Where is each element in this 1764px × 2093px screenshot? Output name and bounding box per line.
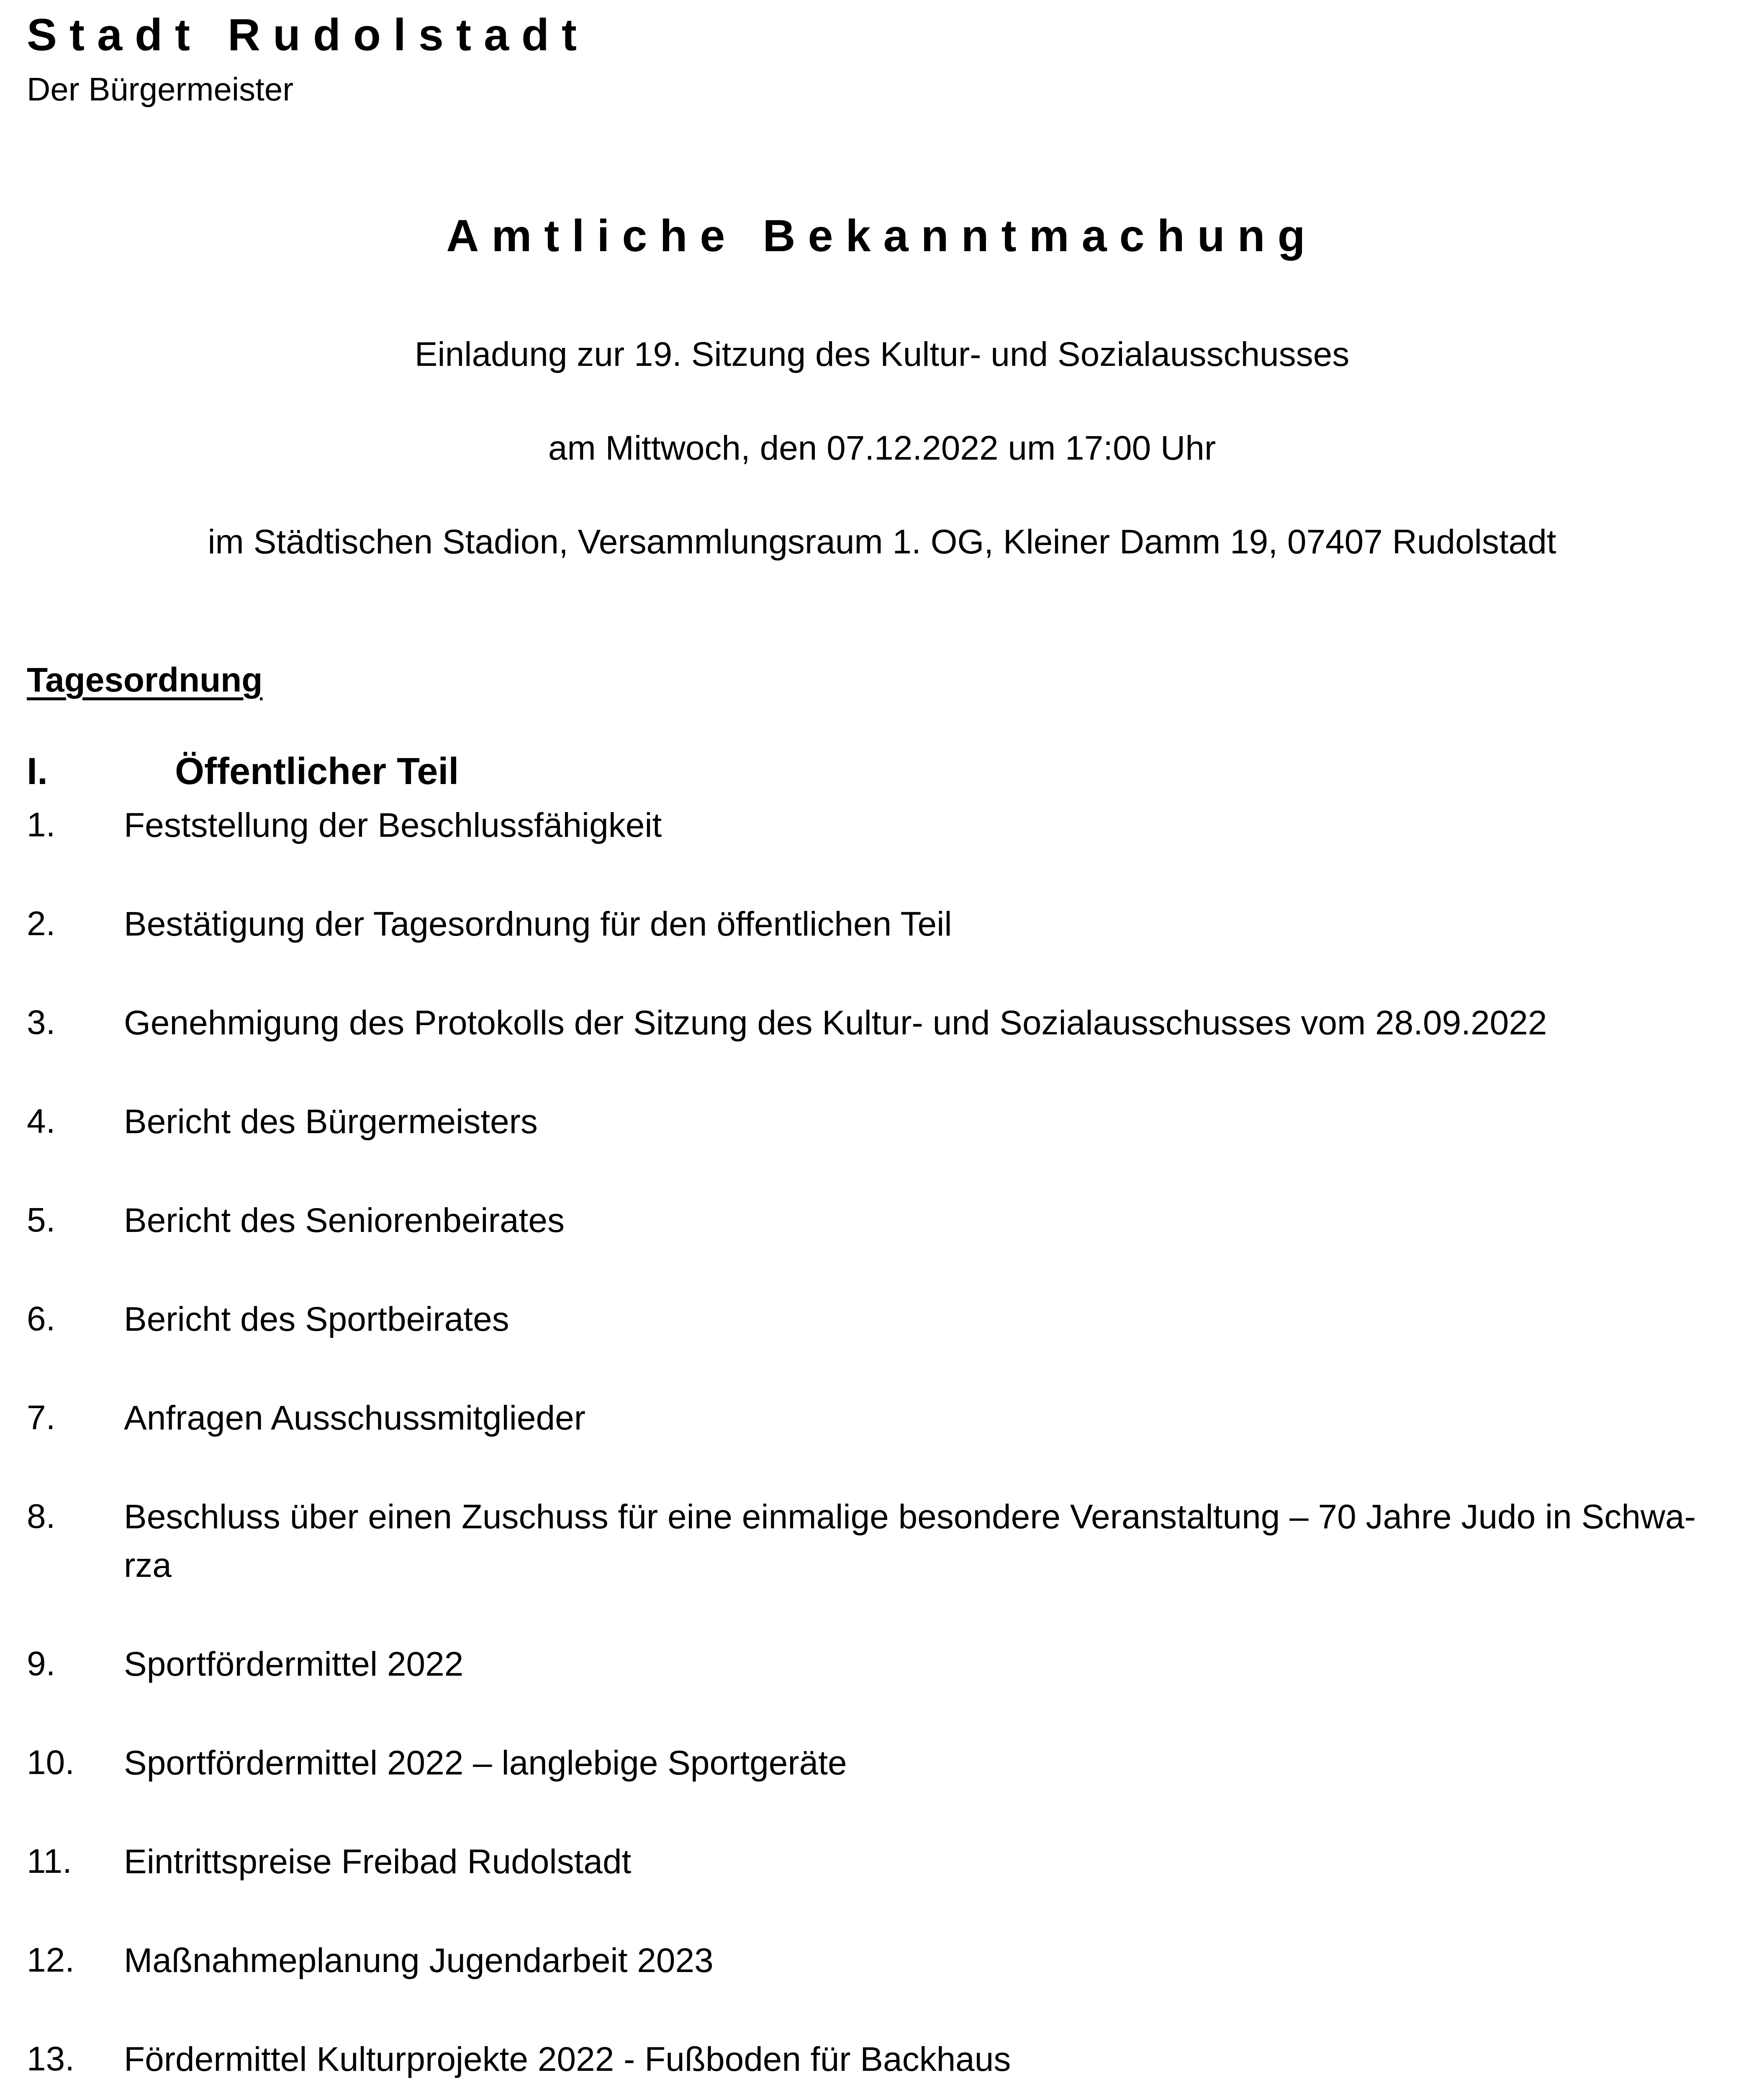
agenda-item-text: Sportfördermittel 2022 bbox=[124, 1645, 464, 1683]
agenda-item-text: Anfragen Ausschussmitglieder bbox=[124, 1399, 586, 1437]
agenda-item-number: 11. bbox=[27, 1842, 72, 1880]
agenda-item-number: 2. bbox=[27, 905, 56, 943]
agenda-item-text: Fördermittel Kulturprojekte 2022 - Fußboden für Backhaus bbox=[124, 2040, 1011, 2078]
public-section-number: I. bbox=[27, 751, 48, 792]
agenda-item-text: Bericht des Seniorenbeirates bbox=[124, 1201, 565, 1239]
meeting-location: im Städtischen Stadion, Versammlungsraum 1. OG, Kleiner Damm 19, 07407 Rudolstadt bbox=[208, 523, 1556, 561]
public-section-label: Öffentlicher Teil bbox=[175, 751, 459, 792]
agenda-item-number: 3. bbox=[27, 1003, 56, 1041]
agenda-heading: Tagesordnung bbox=[27, 661, 263, 699]
notice-title: Amtliche Bekanntmachung bbox=[446, 210, 1318, 261]
agenda-item-number: 5. bbox=[27, 1201, 56, 1239]
agenda-item-number: 10. bbox=[27, 1743, 74, 1782]
agenda-item-number: 4. bbox=[27, 1102, 56, 1140]
agenda-item-number: 7. bbox=[27, 1399, 56, 1437]
agenda-item-text: Sportfördermittel 2022 – langlebige Sportgeräte bbox=[124, 1744, 847, 1782]
agenda-item-text: Bericht des Sportbeirates bbox=[124, 1300, 509, 1338]
meeting-date: am Mittwoch, den 07.12.2022 um 17:00 Uhr bbox=[548, 429, 1216, 467]
agenda-item-text: Bestätigung der Tagesordnung für den öffentlichen Teil bbox=[124, 905, 952, 943]
city-name: Stadt Rudolstadt bbox=[27, 9, 589, 60]
agenda-item-text: Bericht des Bürgermeisters bbox=[124, 1103, 538, 1141]
agenda-item-text: Maßnahmeplanung Jugendarbeit 2023 bbox=[124, 1941, 714, 1980]
invitation-line: Einladung zur 19. Sitzung des Kultur- und Sozialausschusses bbox=[414, 335, 1350, 373]
agenda-item-number: 8. bbox=[27, 1497, 56, 1535]
agenda-item-text: Genehmigung des Protokolls der Sitzung des Kultur- und Sozialausschusses vom 28.09.2022 bbox=[124, 1004, 1547, 1042]
agenda-item-text: Beschluss über einen Zuschuss für eine einmalige besondere Veranstaltung – 70 Jahre Judo in Schwa-rza bbox=[124, 1498, 1696, 1584]
agenda-item-text: Feststellung der Beschlussfähigkeit bbox=[124, 806, 662, 844]
agenda-item-number: 1. bbox=[27, 806, 56, 844]
agenda-item-number: 9. bbox=[27, 1645, 56, 1683]
agenda-item-number: 6. bbox=[27, 1300, 56, 1338]
agenda-item-number: 13. bbox=[27, 2040, 74, 2078]
agenda-item-number: 12. bbox=[27, 1941, 74, 1979]
agenda-item-text: Eintrittspreise Freibad Rudolstadt bbox=[124, 1843, 632, 1881]
mayor-subtitle: Der Bürgermeister bbox=[27, 71, 294, 108]
